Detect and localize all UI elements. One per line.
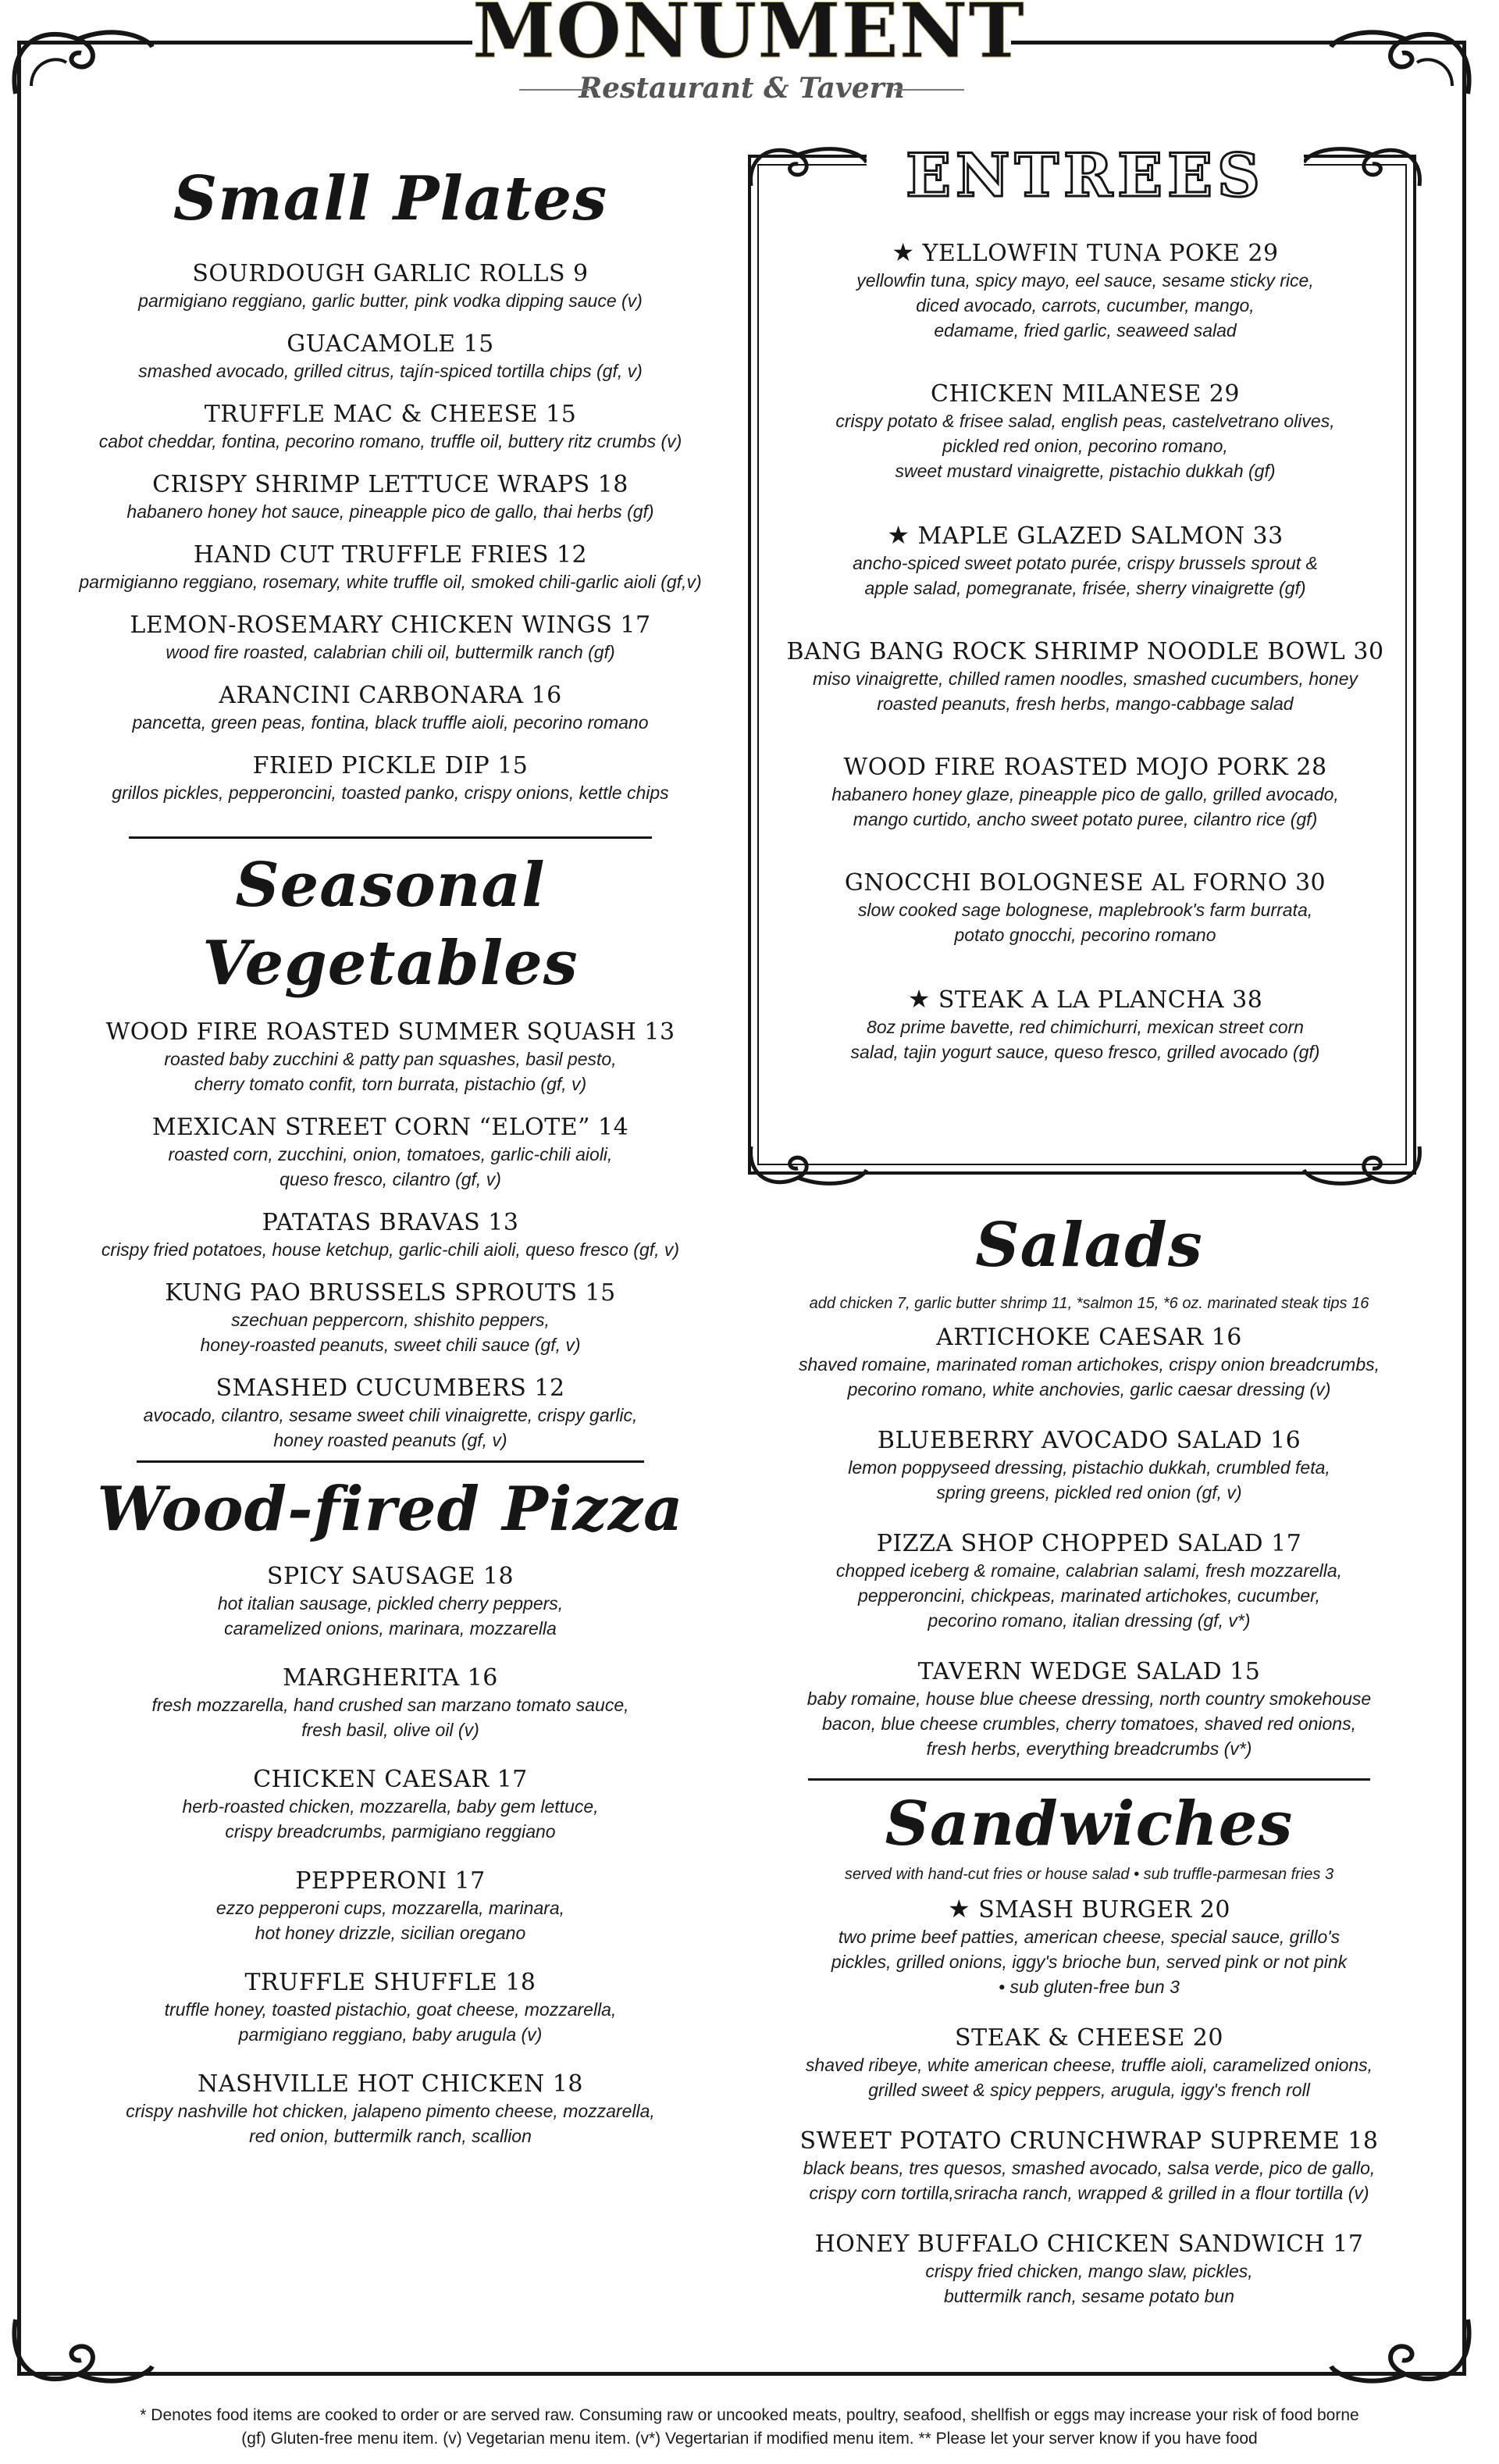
item-name: TRUFFLE MAC & CHEESE 15 [204, 401, 577, 428]
item-name: TRUFFLE SHUFFLE 18 [244, 1969, 536, 1996]
top-right-ornament-icon [1327, 16, 1483, 102]
item-desc: grillos pickles, pepperoncini, toasted panko, crispy onions, kettle chips [112, 783, 669, 803]
item-desc: habanero honey glaze, pineapple pico de gallo, grilled avocado, [831, 784, 1339, 804]
entrees-ornament-bottom-left-icon [743, 1139, 868, 1193]
item-name: CRISPY SHRIMP LETTUCE WRAPS 18 [152, 471, 628, 498]
menu-item [47, 1867, 734, 1945]
item-desc: parmigianno reggiano, rosemary, white truffle oil, smoked chili-garlic aioli (gf,v) [79, 572, 702, 592]
item-desc: shaved ribeye, white american cheese, truffle aioli, caramelized onions, [805, 2055, 1373, 2075]
item-name: SMASHED CUCUMBERS 12 [215, 1375, 565, 1402]
star-icon: ★ [892, 237, 915, 267]
menu-item [769, 1895, 1409, 1999]
sandwiches-title: Sandwiches [885, 1788, 1294, 1860]
item-name: ARTICHOKE CAESAR 16 [936, 1324, 1242, 1351]
item-name: GNOCCHI BOLOGNESE AL FORNO 30 [844, 869, 1326, 897]
item-desc: truffle honey, toasted pistachio, goat cheese, mozzarella, [164, 1999, 617, 2020]
item-name: MEXICAN STREET CORN “ELOTE” 14 [151, 1114, 629, 1141]
item-desc: pickles, grilled onions, iggy's brioche bun, served pink or not pink [831, 1952, 1348, 1972]
item-name: PATATAS BRAVAS 13 [262, 1209, 519, 1236]
menu-item [47, 1209, 734, 1262]
item-desc: parmigiano reggiano, baby arugula (v) [238, 2024, 543, 2045]
item-name: ★ SMASH BURGER 20 [948, 1894, 1230, 1924]
menu-item [781, 380, 1390, 483]
menu-item [47, 1018, 734, 1096]
entrees-ornament-bottom-right-icon [1302, 1139, 1427, 1193]
menu-item [47, 1969, 734, 2047]
menu-item [47, 612, 734, 665]
item-desc: habanero honey hot sauce, pineapple pico de gallo, thai herbs (gf) [126, 501, 654, 522]
item-desc: szechuan peppercorn, shishito peppers, [231, 1310, 550, 1330]
item-desc: crispy potato & frisee salad, english peas, castelvetrano olives, [835, 411, 1335, 431]
item-name: BANG BANG ROCK SHRIMP NOODLE BOWL 30 [786, 638, 1384, 665]
item-name: NASHVILLE HOT CHICKEN 18 [198, 2070, 583, 2098]
item-desc: pickled red onion, pecorino romano, [942, 436, 1228, 456]
item-desc: edamame, fried garlic, seaweed salad [934, 320, 1237, 341]
sandwiches-list [769, 1895, 1409, 2309]
item-desc: wood fire roasted, calabrian chili oil, buttermilk ranch (gf) [166, 642, 615, 662]
item-desc: lemon poppyseed dressing, pistachio dukkah, crumbled feta, [848, 1457, 1330, 1478]
logo-subtitle: Restaurant & Tavern [472, 72, 1011, 105]
star-icon: ★ [907, 984, 931, 1014]
item-desc: miso vinaigrette, chilled ramen noodles, smashed cucumbers, honey [812, 669, 1358, 689]
item-desc: sweet mustard vinaigrette, pistachio dukkah (gf) [895, 461, 1276, 481]
small-plates-list [47, 260, 734, 805]
menu-item [47, 401, 734, 454]
item-desc: shaved romaine, marinated roman artichokes, crispy onion breadcrumbs, [798, 1354, 1380, 1375]
item-desc: hot honey drizzle, sicilian oregano [255, 1923, 526, 1943]
menu-item [781, 521, 1390, 601]
item-name: SPICY SAUSAGE 18 [266, 1563, 515, 1590]
item-desc: pecorino romano, white anchovies, garlic caesar dressing (v) [847, 1379, 1331, 1400]
item-desc: cherry tomato confit, torn burrata, pistachio (gf, v) [194, 1074, 587, 1094]
menu-item [781, 238, 1390, 343]
item-desc: crispy breadcrumbs, parmigiano reggiano [225, 1821, 556, 1842]
item-desc: honey roasted peanuts (gf, v) [273, 1430, 507, 1450]
menu-item [769, 2024, 1409, 2102]
right-column [769, 1207, 1409, 2326]
item-desc: hot italian sausage, pickled cherry peppers, [217, 1593, 564, 1614]
item-desc: 8oz prime bavette, red chimichurri, mexican street corn [867, 1017, 1304, 1037]
item-desc: slow cooked sage bolognese, maplebrook's farm burrata, [857, 900, 1313, 920]
star-icon: ★ [948, 1894, 971, 1924]
menu-item [47, 471, 734, 524]
item-desc: pepperoncini, chickpeas, marinated artichokes, cucumber, [858, 1585, 1320, 1606]
section-divider [808, 1778, 1370, 1781]
item-name: TAVERN WEDGE SALAD 15 [917, 1658, 1261, 1685]
menu-item [769, 1658, 1409, 1761]
item-desc: herb-roasted chicken, mozzarella, baby gem lettuce, [182, 1796, 599, 1817]
pizza-title: Wood-fired Pizza [97, 1474, 684, 1545]
left-column [47, 160, 734, 2166]
item-desc: smashed avocado, grilled citrus, tajín-spiced tortilla chips (gf, v) [138, 361, 643, 381]
top-left-ornament-icon [0, 16, 156, 102]
item-desc: crispy fried potatoes, house ketchup, garlic-chili aioli, queso fresco (gf, v) [101, 1239, 680, 1260]
item-desc: parmigiano reggiano, garlic butter, pink vodka dipping sauce (v) [138, 291, 643, 311]
menu-item [769, 1324, 1409, 1402]
item-desc: fresh herbs, everything breadcrumbs (v*) [926, 1738, 1252, 1759]
item-name: CHICKEN MILANESE 29 [931, 380, 1240, 408]
item-desc: fresh mozzarella, hand crushed san marzano tomato sauce, [151, 1695, 629, 1715]
item-name: LEMON-ROSEMARY CHICKEN WINGS 17 [130, 612, 651, 639]
item-desc: pancetta, green peas, fontina, black truffle aioli, pecorino romano [132, 712, 649, 733]
item-desc: red onion, buttermilk ranch, scallion [249, 2126, 532, 2146]
item-name: STEAK & CHEESE 20 [955, 2024, 1223, 2052]
item-desc: cabot cheddar, fontina, pecorino romano, truffle oil, buttery ritz crumbs (v) [98, 431, 682, 451]
entrees-ornament-right-icon [1302, 139, 1427, 194]
item-desc: potato gnocchi, pecorino romano [954, 925, 1216, 945]
item-desc: avocado, cilantro, sesame sweet chili vinaigrette, crispy garlic, [143, 1405, 638, 1425]
item-name: ★ MAPLE GLAZED SALMON 33 [887, 520, 1284, 550]
salads-list [769, 1324, 1409, 1761]
menu-item [47, 1114, 734, 1192]
item-desc: roasted corn, zucchini, onion, tomatoes, garlic-chili aioli, [168, 1144, 613, 1164]
item-name: WOOD FIRE ROASTED SUMMER SQUASH 13 [105, 1018, 675, 1046]
menu-item [781, 638, 1390, 716]
menu-item [781, 869, 1390, 947]
item-name: HAND CUT TRUFFLE FRIES 12 [193, 541, 588, 569]
menu-item [781, 985, 1390, 1064]
item-desc: roasted baby zucchini & patty pan squashes, basil pesto, [164, 1049, 617, 1069]
entrees-title: ENTREES [867, 141, 1304, 211]
item-desc: honey-roasted peanuts, sweet chili sauce (gf, v) [200, 1335, 581, 1355]
item-name: GUACAMOLE 15 [287, 330, 494, 358]
item-desc: caramelized onions, marinara, mozzarella [224, 1618, 557, 1639]
menu-item [47, 330, 734, 383]
item-desc: fresh basil, olive oil (v) [301, 1720, 479, 1740]
menu-item [769, 2127, 1409, 2205]
section-divider [137, 1460, 644, 1463]
item-desc: queso fresco, cilantro (gf, v) [280, 1169, 501, 1189]
item-desc: crispy corn tortilla,sriracha ranch, wrapped & grilled in a flour tortilla (v) [809, 2183, 1369, 2203]
item-name: HONEY BUFFALO CHICKEN SANDWICH 17 [814, 2230, 1364, 2258]
menu-item [47, 752, 734, 805]
menu-item [47, 260, 734, 313]
restaurant-logo [472, 0, 1025, 117]
item-desc: pecorino romano, italian dressing (gf, v*) [928, 1610, 1251, 1631]
item-name: WOOD FIRE ROASTED MOJO PORK 28 [843, 754, 1327, 781]
item-desc: two prime beef patties, american cheese, special sauce, grillo's [838, 1927, 1341, 1947]
item-desc: ancho-spiced sweet potato purée, crispy brussels sprout & [853, 553, 1318, 573]
item-desc: bacon, blue cheese crumbles, cherry tomatoes, shaved red onions, [822, 1713, 1356, 1734]
item-name: FRIED PICKLE DIP 15 [252, 752, 529, 779]
item-name: KUNG PAO BRUSSELS SPROUTS 15 [165, 1279, 616, 1307]
item-name: ★ YELLOWFIN TUNA POKE 29 [892, 237, 1279, 267]
star-icon: ★ [887, 520, 910, 550]
seasonal-vegetables-title: Seasonal Vegetables [202, 850, 579, 999]
item-desc: grilled sweet & spicy peppers, arugula, iggy's french roll [868, 2080, 1310, 2100]
menu-item [781, 754, 1390, 832]
menu-item [47, 1375, 734, 1453]
item-desc: spring greens, pickled red onion (gf, v) [936, 1482, 1242, 1503]
item-desc: black beans, tres quesos, smashed avocado, salsa verde, pico de gallo, [803, 2158, 1376, 2178]
menu-item [47, 1279, 734, 1357]
item-desc: roasted peanuts, fresh herbs, mango-cabbage salad [877, 694, 1294, 714]
menu-item [47, 541, 734, 594]
item-desc: ezzo pepperoni cups, mozzarella, marinara, [215, 1898, 565, 1918]
small-plates-title: Small Plates [173, 163, 608, 234]
menu-item [769, 2230, 1409, 2309]
logo-title: MONUMENT [472, 0, 1025, 75]
item-desc: chopped iceberg & romaine, calabrian salami, fresh mozzarella, [835, 1560, 1343, 1581]
item-desc: • sub gluten-free bun 3 [999, 1977, 1180, 1997]
item-name: MARGHERITA 16 [283, 1664, 498, 1692]
item-name: PEPPERONI 17 [295, 1867, 486, 1895]
item-name: ★ STEAK A LA PLANCHA 38 [907, 984, 1263, 1014]
item-desc: apple salad, pomegranate, frisée, sherry vinaigrette (gf) [864, 578, 1306, 598]
salads-title: Salads [975, 1210, 1203, 1281]
salads-note: add chicken 7, garlic butter shrimp 11, *salmon 15, *6 oz. marinated steak tips 16 [809, 1295, 1369, 1312]
item-desc: yellowfin tuna, spicy mayo, eel sauce, sesame sticky rice, [856, 270, 1314, 291]
item-desc: baby romaine, house blue cheese dressing, north country smokehouse [806, 1688, 1372, 1709]
item-name: SOURDOUGH GARLIC ROLLS 9 [192, 260, 589, 287]
menu-item [47, 1664, 734, 1742]
item-desc: buttermilk ranch, sesame potato bun [943, 2286, 1235, 2306]
menu-item [47, 682, 734, 735]
section-divider [129, 836, 652, 839]
item-desc: mango curtido, ancho sweet potato puree, cilantro rice (gf) [853, 809, 1318, 829]
disclaimer-line-2: (gf) Gluten-free menu item. (v) Vegetarian menu item. (v*) Vegertarian if modified menu item. ** Please let your server know if you have food [241, 2430, 1258, 2448]
menu-item [47, 2070, 734, 2148]
seasonal-vegetables-list [47, 1018, 734, 1453]
entrees-list [781, 238, 1390, 1082]
item-desc: diced avocado, carrots, cucumber, mango, [916, 295, 1255, 316]
menu-item [47, 1563, 734, 1641]
item-name: CHICKEN CAESAR 17 [253, 1766, 528, 1793]
item-name: PIZZA SHOP CHOPPED SALAD 17 [876, 1530, 1302, 1557]
bottom-left-ornament-icon [0, 2312, 156, 2398]
item-name: BLUEBERRY AVOCADO SALAD 16 [877, 1427, 1301, 1454]
menu-item [47, 1766, 734, 1844]
disclaimer-line-1: * Denotes food items are cooked to order or are served raw. Consuming raw or uncooked meats, poultry, seafood, shellfish or eggs may increase your risk of food borne [140, 2406, 1359, 2424]
menu-item [769, 1427, 1409, 1505]
item-name: ARANCINI CARBONARA 16 [219, 682, 562, 709]
sandwiches-note: served with hand-cut fries or house salad • sub truffle-parmesan fries 3 [844, 1866, 1334, 1883]
item-desc: crispy nashville hot chicken, jalapeno pimento cheese, mozzarella, [126, 2101, 655, 2121]
pizza-list [47, 1563, 734, 2148]
allergy-disclaimer [47, 2404, 1452, 2451]
item-name: SWEET POTATO CRUNCHWRAP SUPREME 18 [799, 2127, 1379, 2155]
item-desc: salad, tajin yogurt sauce, queso fresco, grilled avocado (gf) [850, 1042, 1320, 1062]
item-desc: crispy fried chicken, mango slaw, pickles, [925, 2261, 1253, 2281]
menu-item [769, 1530, 1409, 1633]
entrees-ornament-left-icon [743, 139, 868, 194]
